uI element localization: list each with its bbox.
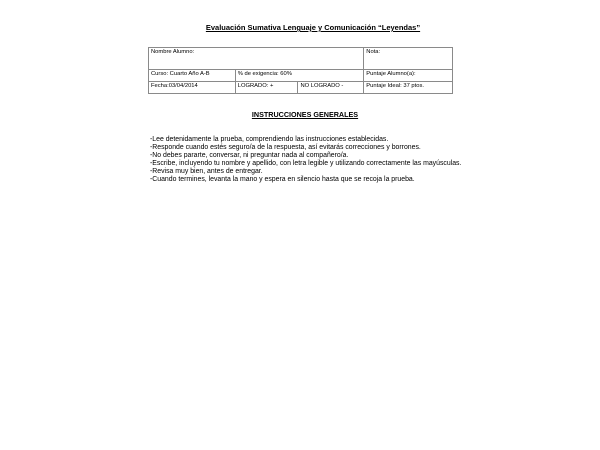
ideal-score-cell: Puntaje Ideal: 37 ptos. xyxy=(364,82,453,94)
document-title: Evaluación Sumativa Lenguaje y Comunicación “Leyendas” xyxy=(205,23,421,32)
grade-cell: Nota: xyxy=(364,48,453,70)
not-achieved-cell: NO LOGRADO - xyxy=(298,82,364,94)
student-name-cell: Nombre Alumno: xyxy=(149,48,364,70)
instruction-item: -No debes pararte, conversar, ni preguntar nada al compañero/a. xyxy=(150,152,349,159)
instruction-item: -Lee detenidamente la prueba, comprendiendo las instrucciones establecidas. xyxy=(150,136,389,143)
student-info-table xyxy=(148,47,453,94)
instructions-list xyxy=(150,136,461,184)
section-heading: INSTRUCCIONES GENERALES xyxy=(251,110,359,119)
student-score-cell: Puntaje Alumno(a): xyxy=(364,70,453,82)
date-cell: Fecha:03/04/2014 xyxy=(149,82,236,94)
requirement-cell: % de exigencia: 60% xyxy=(235,70,364,82)
instruction-item: -Responde cuando estés seguro/a de la respuesta, así evitarás correcciones y borrones. xyxy=(150,144,421,151)
instruction-item: -Revisa muy bien, antes de entregar. xyxy=(150,168,263,175)
achieved-cell: LOGRADO: + xyxy=(235,82,298,94)
instruction-item: -Cuando termines, levanta la mano y espera en silencio hasta que se recoja la prueba. xyxy=(150,176,415,183)
instruction-item: -Escribe, incluyendo tu nombre y apellido, con letra legible y utilizando correctamente las mayúsculas. xyxy=(150,160,462,167)
course-cell: Curso: Cuarto Año A-B xyxy=(149,70,236,82)
